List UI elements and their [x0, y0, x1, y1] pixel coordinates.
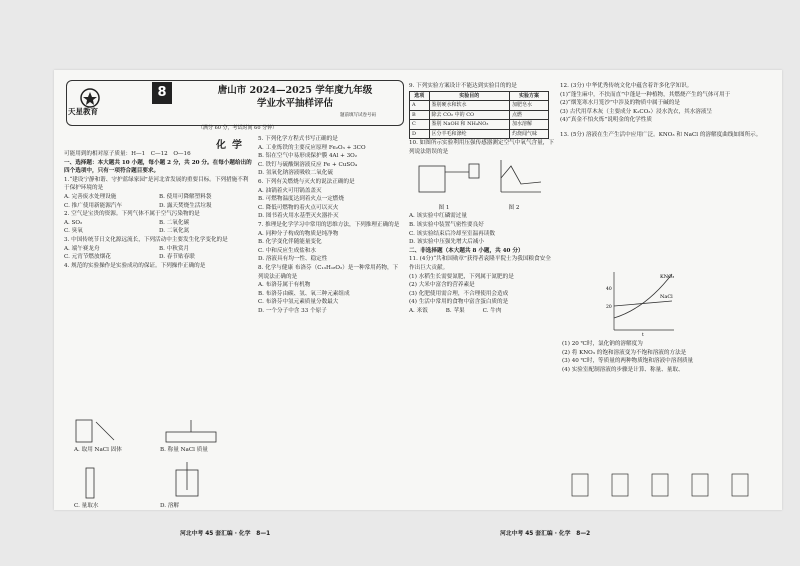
beaker-icon	[652, 474, 668, 496]
q3-option: D. 春节贴春联	[159, 254, 195, 261]
question-4: 4. 规范的实验操作是实验成功的保证。下列操作正确的是	[64, 262, 206, 269]
q7-option: B. 化学变化伴随能量变化	[258, 239, 322, 246]
q11-part: (3) 化肥使用需合理，不合理使用会造成	[409, 290, 509, 297]
flask-icon	[419, 166, 445, 192]
table-row	[410, 101, 549, 111]
table-cell: 区分羊毛和涤纶	[429, 129, 509, 139]
table-cell: D	[410, 129, 430, 139]
q1-option: A. 完善废水处理设施	[64, 193, 117, 200]
nacl-label: NaCl	[660, 294, 673, 300]
intro-text: 可能用到的相对原子质量：H—1 C—12 O—16	[64, 151, 191, 157]
question-12: 12. (3分) 中华优秀传统文化中蕴含着许多化学知识。	[560, 83, 693, 89]
q2-option: B. 二氧化碳	[159, 219, 190, 226]
q1-options	[64, 193, 254, 210]
question-13: 13. (5分) 溶液在生产生活中应用广泛。KNO₃ 和 NaCl 的溶解度曲线如图所示。	[560, 131, 762, 138]
question-2: 2. 空气是宝贵的资源。下列气体不属于空气污染物的是	[64, 211, 200, 218]
nacl-curve	[614, 301, 672, 306]
table-row	[410, 129, 549, 139]
question-6: 6. 下列有关燃烧与灭火的说法正确的是	[258, 178, 355, 185]
q2-option: D. 二氧化氮	[159, 228, 190, 235]
q1-option: B. 使用可降解塑料袋	[159, 193, 212, 200]
q12-part: (1)“蓬生麻中，不扶而直”中蓬是一种植物，其燃烧产生的气体可用于	[560, 91, 731, 98]
side-note: 题前填写试卷号码	[340, 113, 376, 118]
table-cell: 加水溶解	[509, 120, 548, 130]
q3-option: C. 元宵节燃放烟花	[64, 254, 111, 261]
table-cell: B	[410, 110, 430, 120]
footer-right: 河北中考 45 套汇编 · 化学 8—2	[500, 531, 591, 537]
score-note: （满分 60 分，考试时间 60 分钟）	[198, 125, 278, 131]
q6-option: D. 图书着火用水基型灭火器扑灭	[258, 213, 339, 220]
q10-figure	[409, 156, 549, 200]
solution-prep-figures	[566, 460, 766, 504]
q4-option-d: D. 溶解	[160, 503, 180, 509]
beaker-icon	[612, 474, 628, 496]
table-cell: 灼烧闻气味	[509, 129, 548, 139]
table-row	[410, 110, 549, 120]
column-4	[560, 82, 770, 140]
table-cell: 鉴别 NaOH 和 NH₄NO₃	[429, 120, 509, 130]
column-2	[258, 135, 403, 315]
q11-part: (4) 生活中常用的食物中富含蛋白质的是	[409, 299, 509, 306]
graduated-cylinder-icon	[86, 468, 94, 498]
q10-option: C. 该实验结束后冷却至室温再读数	[409, 230, 495, 237]
table-header: 实验目的	[429, 91, 509, 101]
q7-option: C. 中和反应生成盐和水	[258, 247, 316, 254]
q11-options	[409, 307, 554, 316]
sensor-icon	[469, 164, 479, 178]
table-cell: 鉴别硬水和软水	[429, 101, 509, 111]
q13-part: (2) 将 KNO₃ 的饱和溶液变为不饱和溶液的方法是	[562, 349, 687, 356]
table-cell: A	[410, 101, 430, 111]
q11-option: A. 米饭	[409, 308, 428, 314]
q13-part: (4) 实验室配制溶液的步骤是计算、称量、量取、	[562, 366, 684, 373]
q11-part: (1) 水稻生长需要氮肥，下列属于氮肥的是	[409, 273, 514, 280]
q5-option: B. 铝在空气中易形成保护膜 4Al + 3O₂	[258, 153, 357, 160]
question-3: 3. 中国传统节日文化源远流长，下列活动中主要发生化学变化的是	[64, 236, 228, 243]
q9-table	[409, 91, 549, 140]
table-cell: 点燃	[509, 110, 548, 120]
q8-option: C. 布洛芬中氢元素质量分数最大	[258, 299, 339, 306]
q11-option: B. 苹果	[445, 308, 465, 314]
reagent-bottle-icon	[76, 420, 92, 442]
table-row	[410, 120, 549, 130]
section-2-heading: 二、非选择题（本大题共 8 小题，共 40 分）	[409, 247, 524, 254]
pressure-curve	[501, 166, 541, 184]
fig-captions	[409, 204, 549, 213]
brand-name: 天星教育	[68, 107, 98, 116]
y-tick: 40	[606, 287, 612, 292]
column-3	[409, 82, 554, 316]
q12-part: (3) 古代用草木灰（主要成分 K₂CO₃）浸水洗衣，其水溶液呈	[560, 108, 713, 115]
q4-option-a: A. 取用 NaCl 固体	[74, 447, 122, 453]
y-tick: 20	[606, 305, 612, 310]
spatula-icon	[96, 422, 114, 440]
q7-option: D. 溶液具有均一性、稳定性	[258, 256, 328, 263]
q2-option: A. SO₂	[64, 219, 83, 226]
subject-title: 化学	[216, 140, 248, 151]
q3-option: B. 中秋赏月	[159, 245, 190, 252]
q11-part: (2) 大米中富含的营养素是	[409, 282, 475, 289]
solubility-chart	[606, 268, 676, 338]
q6-option: B. 可燃物温度达到着火点一定燃烧	[258, 196, 344, 203]
q4-lab-figures	[66, 410, 246, 510]
column-1	[64, 150, 254, 270]
question-11: 11. (4分)“共和国勋章”获得者袁隆平院士为我国粮食安全作出巨大贡献。	[409, 256, 551, 272]
q11-option: C. 牛肉	[482, 308, 502, 314]
kno3-label: KNO₃	[660, 274, 675, 280]
q10-option: B. 该实验中装置气密性要良好	[409, 222, 484, 229]
table-cell: C	[410, 120, 430, 130]
q8-option: B. 布洛芬由碳、氢、氧三种元素组成	[258, 290, 350, 297]
q4-option-c: C. 量取水	[74, 503, 99, 509]
table-cell: 加肥皂水	[509, 101, 548, 111]
q2-option: C. 臭氧	[64, 228, 83, 235]
x-tick: t	[642, 333, 644, 338]
q12-part: (2)“烟笼寒水月笼沙”中涉及的物质中属于碱的是	[560, 100, 680, 107]
fig-caption: 图 1	[438, 204, 450, 211]
q13-part: (1) 20 ℃时，氯化钠的溶解度为	[562, 341, 643, 347]
question-1: 1.“建设宁静和谐、守护蓝绿家园”是河北省发展的重要目标。下列措施不利于保护环境的是	[64, 176, 249, 192]
beaker-icon	[692, 474, 708, 496]
q5-option: A. 工业炼铁的主要反应原理 Fe₂O₃ + 3CO	[258, 144, 366, 151]
q1-option: C. 推广使用新能源汽车	[64, 202, 122, 209]
balance-icon	[166, 432, 216, 442]
q13-parts	[562, 340, 767, 374]
q13-part: (3) 40 ℃时，等质量的两种物质饱和溶液中溶剂质量	[562, 358, 694, 365]
paper-number: 8	[152, 82, 172, 104]
beaker-icon	[732, 474, 748, 496]
q12-part: (4)“真金不怕火炼”说明金的化学性质	[560, 117, 652, 124]
q4-option-b: B. 称量 NaCl 质量	[160, 447, 208, 453]
footer-left: 河北中考 45 套汇编 · 化学 8—1	[180, 531, 271, 537]
q7-option: A. 同种分子构成的物质是纯净物	[258, 230, 339, 237]
table-cell: 除去 CO₂ 中的 CO	[429, 110, 509, 120]
question-8: 8. 化学与健康 布洛芬（C₁₃H₁₈O₂）是一种常用药物，下列说法正确的是	[258, 264, 399, 280]
q5-option: D. 氢氧化钠溶液吸收二氧化硫	[258, 170, 333, 177]
question-7: 7. 推理是化学学习中常用的思维方法，下列推理正确的是	[258, 221, 400, 228]
q3-option: A. 端午赛龙舟	[64, 245, 100, 252]
section-1-heading: 一、选择题：本大题共 10 小题，每小题 2 分，共 20 分。在每小题给出的四个选项中，只有一项符合题目要求。	[64, 159, 252, 175]
page-title: 唐山市 2024—2025 学年度九年级 学业水平抽样评估	[217, 85, 373, 109]
q6-option: A. 油锅着火可用锅盖盖灭	[258, 187, 322, 194]
q6-option: C. 降低可燃物的着火点可以灭火	[258, 204, 339, 211]
q10-option: A. 该实验中红磷需过量	[409, 213, 467, 220]
q1-option: D. 露天焚烧生活垃圾	[159, 202, 212, 209]
table-header: 实验方案	[509, 91, 548, 101]
q10-option: D. 该实验中压强先增大后减小	[409, 239, 484, 246]
q2-options	[64, 219, 254, 236]
question-10: 10. 如图所示实验利用压强传感器测定空气中氧气含量，下列说法错误的是	[409, 140, 554, 155]
fig-caption: 图 2	[508, 204, 520, 211]
q3-options	[64, 245, 254, 262]
q5-option: C. 铁钉与硫酸铜溶液反应 Fe + CuSO₄	[258, 161, 358, 168]
question-5: 5. 下列化学方程式书写正确的是	[258, 136, 338, 142]
beaker-icon	[572, 474, 588, 496]
q8-option: D. 一个分子中含 33 个原子	[258, 307, 327, 314]
question-9: 9. 下列实验方案设计不能达到实验目的的是	[409, 83, 517, 89]
q8-option: A. 布洛芬属于有机物	[258, 282, 311, 289]
table-header: 选项	[410, 91, 430, 101]
